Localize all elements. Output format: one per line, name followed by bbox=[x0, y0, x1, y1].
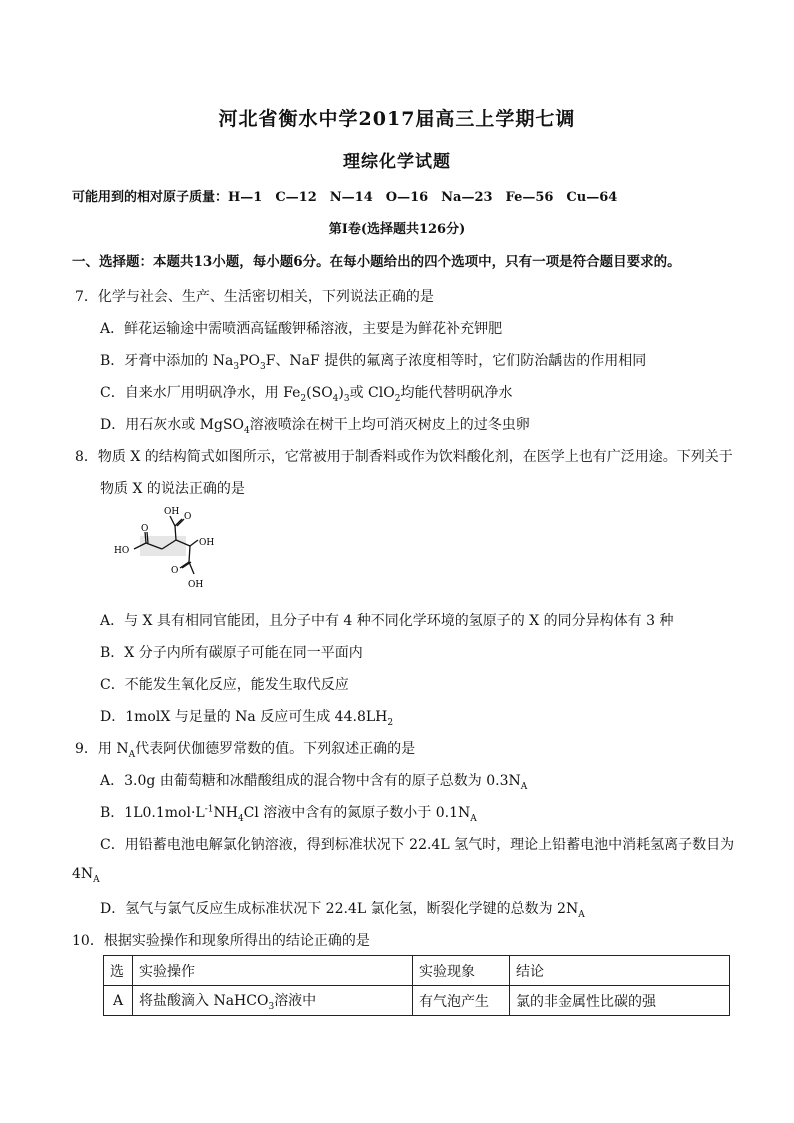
table-cell-option: A bbox=[104, 986, 133, 1016]
q9-option-a: A．3.0g 由葡萄糖和冰醋酸组成的混合物中含有的原子总数为 $0.3N_A$ bbox=[100, 773, 528, 792]
q9-option-c-cont: $4N_A$ bbox=[72, 866, 100, 885]
q9-stem: 9．用 $N_A$代表阿伏伽德罗常数的值。下列叙述正确的是 bbox=[75, 741, 416, 760]
table-cell-conclusion: 氯的非金属性比碳的强 bbox=[510, 986, 730, 1016]
q9-option-b: B．$1L0.1mol\cdot L^{-1}NH_4Cl$ 溶液中含有的氮原子数小于 $0.1N_A$ bbox=[100, 804, 477, 824]
atomic-masses: 可能用到的相对原子质量：H—1 C—12 N—14 O—16 Na—23 Fe—56 Cu—64 bbox=[72, 190, 618, 205]
section-title: 第Ⅰ卷(选择题共126分) bbox=[328, 222, 466, 237]
q8-option-a: A．与 X 具有相同官能团，且分子中有 4 种不同化学环境的氢原子的 X 的同分异构体有 3 种 bbox=[100, 613, 674, 629]
table-header-cell: 实验操作 bbox=[133, 956, 413, 986]
instructions: 一、选择题：本题共13小题，每小题6分。在每小题给出的四个选项中，只有一项是符合题目要求的。 bbox=[72, 254, 681, 270]
table-cell-observation: 有气泡产生 bbox=[413, 986, 510, 1016]
q8-option-d: D．1molX 与足量的 Na 反应可生成 $44.8LH_2$ bbox=[100, 709, 394, 728]
label-ho-left: HO bbox=[114, 546, 130, 556]
label-oh-bottom: OH bbox=[188, 580, 204, 590]
q7-option-a: A．鲜花运输途中需喷洒高锰酸钾稀溶液，主要是为鲜花补充钾肥 bbox=[100, 321, 503, 337]
q7-option-b: B．牙膏中添加的 $Na_3PO_3F$、NaF 提供的氟离子浓度相等时，它们防治龋齿的作用相同 bbox=[100, 353, 647, 372]
page-subtitle: 理综化学试题 bbox=[343, 152, 451, 172]
q10-stem: 10．根据实验操作和现象所得出的结论正确的是 bbox=[72, 933, 370, 949]
q8-option-c: C．不能发生氧化反应，能发生取代反应 bbox=[100, 677, 349, 693]
table-header-cell: 实验现象 bbox=[413, 956, 510, 986]
watermark-shape bbox=[140, 536, 186, 556]
q9-option-c: C．用铅蓄电池电解氯化钠溶液，得到标准状况下 22.4L 氢气时，理论上铅蓄电池中消耗氢离子数目为 bbox=[100, 837, 735, 853]
q7-stem: 7．化学与社会、生产、生活密切相关，下列说法正确的是 bbox=[75, 289, 434, 305]
label-oh-right: OH bbox=[199, 538, 215, 548]
table-header-cell: 结论 bbox=[510, 956, 730, 986]
q7-option-c: C．自来水厂用明矾净水，用 $Fe_2(SO_4)_3$或 ClO$_2$均能代替明矾净水 bbox=[100, 385, 513, 404]
q7-option-d: D．用石灰水或 MgSO$_4$溶液喷涂在树干上均可消灭树皮上的过冬虫卵 bbox=[100, 417, 530, 436]
q10-table bbox=[103, 955, 730, 1016]
q8-stem-line1: 8．物质 X 的结构简式如图所示，它常被用于制香料或作为饮料酸化剂，在医学上也有广泛用途。下列关于 bbox=[75, 449, 733, 465]
structure-diagram-x bbox=[112, 502, 222, 598]
q9-option-d: D．氢气与氯气反应生成标准状况下 22.4L 氯化氢，断裂化学键的总数为 $2N_A$ bbox=[100, 901, 585, 920]
table-header-row bbox=[104, 956, 730, 986]
label-o-bottom: O bbox=[171, 566, 179, 576]
table-cell-operation: 将盐酸滴入 NaHCO$_3$溶液中 bbox=[133, 986, 413, 1016]
table-row bbox=[104, 986, 730, 1016]
label-o-left: O bbox=[141, 524, 149, 534]
q8-stem-line2: 物质 X 的说法正确的是 bbox=[100, 481, 245, 497]
label-o-top: O bbox=[184, 512, 192, 522]
q8-option-b: B．X 分子内所有碳原子可能在同一平面内 bbox=[100, 645, 363, 661]
label-oh-top: OH bbox=[164, 507, 180, 517]
page-title: 河北省衡水中学2017届高三上学期七调 bbox=[218, 108, 576, 130]
table-header-cell: 选 bbox=[104, 956, 133, 986]
